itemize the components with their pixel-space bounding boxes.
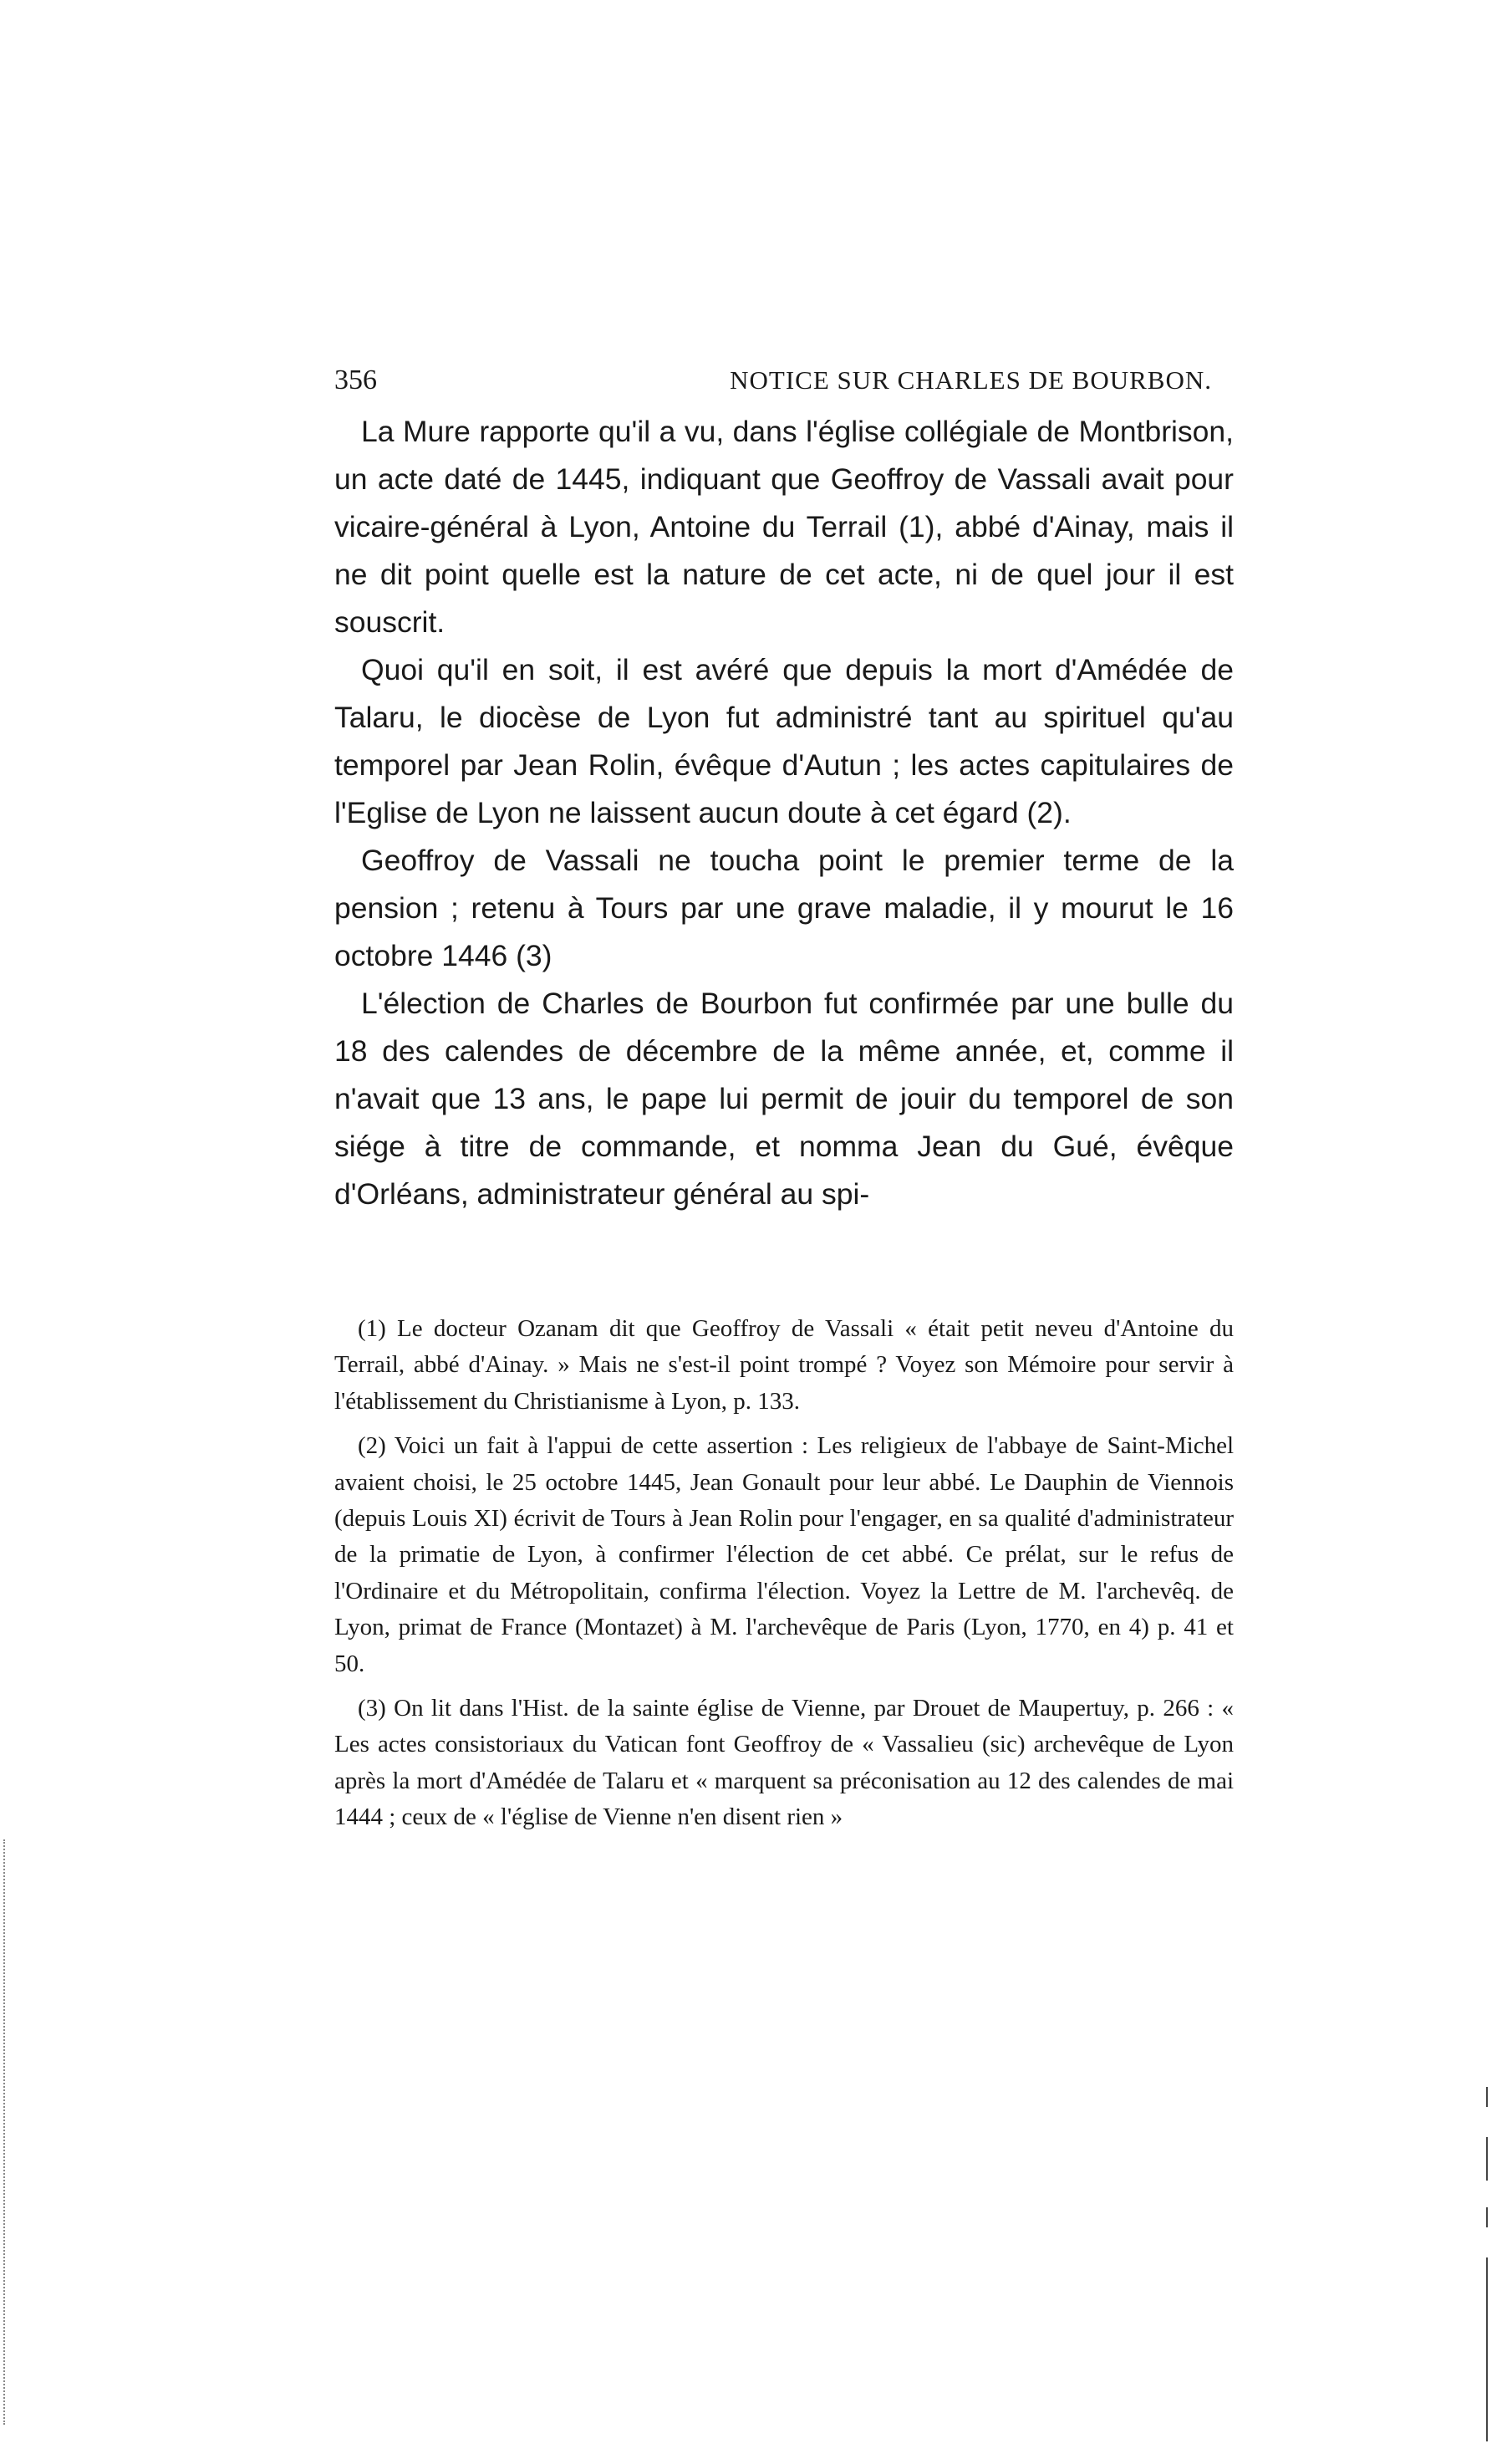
margin-rule xyxy=(1486,2087,1488,2107)
paragraph: La Mure rapporte qu'il a vu, dans l'église collégiale de Montbrison, un acte daté de 1445, indiquant que Geoffroy de Vassali avait pour vicaire-général à Lyon, Antoine du Terrail (1), abbé d'Ainay, mais il ne dit point quelle est la nature de cet acte, ni de quel jour il est souscrit. xyxy=(334,415,1234,639)
page-number: 356 xyxy=(334,365,377,395)
margin-rule xyxy=(1486,2137,1488,2181)
scan-edge-specks xyxy=(3,1839,10,2425)
running-header xyxy=(334,365,1234,396)
footnotes xyxy=(334,1311,1234,1844)
main-text xyxy=(334,408,1234,1218)
margin-rule xyxy=(1486,2207,1488,2227)
footnote: (2) Voici un fait à l'appui de cette assertion : Les religieux de l'abbaye de Saint-Michel avaient choisi, le 25 octobre 1445, Jean Gonault pour leur abbé. Le Dauphin de Viennois (depuis Louis XI) écrivit de Tours à Jean Rolin pour l'engager, en sa qualité d'administrateur de la primatie de Lyon, à confirmer l'élection de cet abbé. Ce prélat, sur le refus de l'Ordinaire et du Métropolitain, confirma l'élection. Voyez la Lettre de M. l'archevêq. de Lyon, primat de France (Montazet) à M. l'archevêque de Paris (Lyon, 1770, en 4) p. 41 et 50. xyxy=(334,1432,1234,1677)
paragraph: Quoi qu'il en soit, il est avéré que depuis la mort d'Amédée de Talaru, le diocèse de Lyon fut administré tant au spirituel qu'au temporel par Jean Rolin, évêque d'Autun ; les actes capitulaires de l'Eglise de Lyon ne laissent aucun doute à cet égard (2). xyxy=(334,653,1234,829)
running-title: NOTICE SUR CHARLES DE BOURBON. xyxy=(730,365,1212,395)
footnote: (1) Le docteur Ozanam dit que Geoffroy de Vassali « était petit neveu d'Antoine du Terrail, abbé d'Ainay. » Mais ne s'est-il point trompé ? Voyez son Mémoire pour servir à l'établissement du Christianisme à Lyon, p. 133. xyxy=(334,1315,1234,1415)
paragraph: Geoffroy de Vassali ne toucha point le premier terme de la pension ; retenu à Tours par une grave maladie, il y mourut le 16 octobre 1446 (3) xyxy=(334,844,1234,972)
margin-rule xyxy=(1486,2257,1488,2441)
paragraph: L'élection de Charles de Bourbon fut confirmée par une bulle du 18 des calendes de décembre de la même année, et, comme il n'avait que 13 ans, le pape lui permit de jouir du temporel de son siége à titre de commande, et nomma Jean du Gué, évêque d'Orléans, administrateur général au spi- xyxy=(334,987,1234,1211)
footnote: (3) On lit dans l'Hist. de la sainte église de Vienne, par Drouet de Maupertuy, p. 266 : « Les actes consistoriaux du Vatican font Geoffroy de « Vassalieu (sic) archevêque de Lyon après la mort d'Amédée de Talaru et « marquent sa préconisation au 12 des calendes de mai 1444 ; ceux de « l'église de Vienne n'en disent rien » xyxy=(334,1695,1234,1831)
